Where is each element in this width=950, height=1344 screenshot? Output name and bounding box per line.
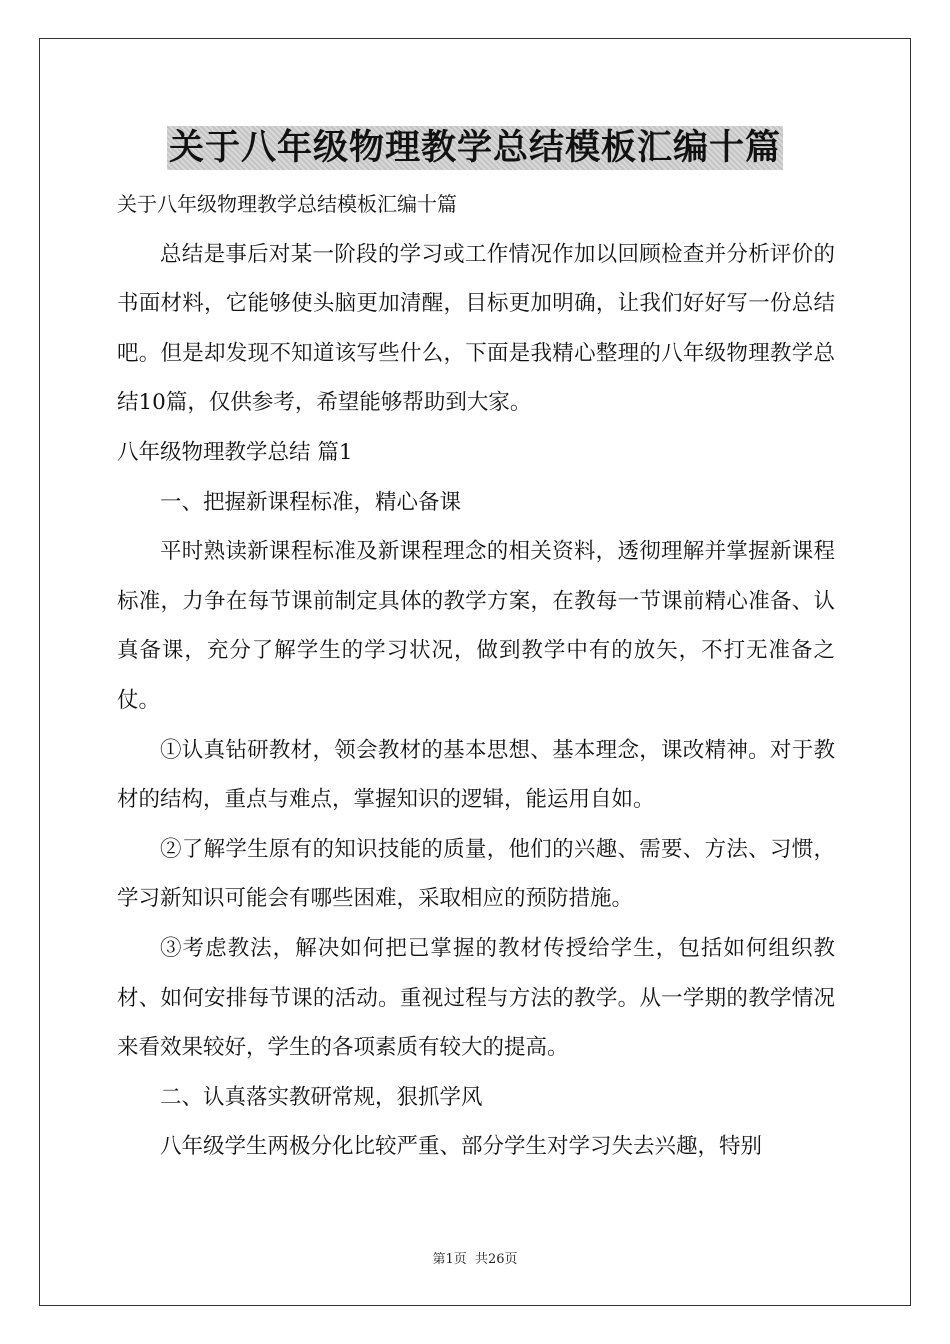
section-heading: 八年级物理教学总结 篇1 xyxy=(117,439,353,465)
body-paragraph: 平时熟读新课程标准及新课程理念的相关资料，透彻理解并掌握新课程标准，力争在每节课前制定具体的教学方案，在教每一节课前精心准备、认真备课，充分了解学生的学习状况，做到教学中有的放矢，不打无准备之仗。 xyxy=(117,539,835,713)
subsection-heading: 二、认真落实教研常规，狠抓学风 xyxy=(160,1084,483,1110)
list-item: ②了解学生原有的知识技能的质量，他们的兴趣、需要、方法、习惯，学习新知识可能会有哪些困难，采取相应的预防措施。 xyxy=(117,836,835,912)
page-number: 第1页 xyxy=(432,1252,467,1267)
intro-paragraph: 总结是事后对某一阶段的学习或工作情况作加以回顾检查并分析评价的书面材料，它能够使头脑更加清醒，目标更加明确，让我们好好写一份总结吧。但是却发现不知道该写些什么，下面是我精心整理的八年级物理教学总结10篇，仅供参考，希望能够帮助到大家。 xyxy=(117,241,835,416)
title-container xyxy=(0,126,950,170)
document-body xyxy=(117,180,835,1172)
page-footer xyxy=(0,1248,950,1267)
list-item: ③考虑教法，解决如何把已掌握的教材传授给学生，包括如何组织教材、如何安排每节课的活动。重视过程与方法的教学。从一学期的教学情况来看效果较好，学生的各项素质有较大的提高。 xyxy=(117,935,835,1061)
body-paragraph: 八年级学生两极分化比较严重、部分学生对学习失去兴趣，特别 xyxy=(160,1134,763,1160)
list-item: ①认真钻研教材，领会教材的基本思想、基本理念，课改精神。对于教材的结构，重点与难点，掌握知识的逻辑，能运用自如。 xyxy=(117,737,835,813)
subsection-heading: 一、把握新课程标准，精心备课 xyxy=(160,489,462,515)
document-subtitle: 关于八年级物理教学总结模板汇编十篇 xyxy=(117,192,457,216)
page-total: 共26页 xyxy=(474,1252,518,1267)
document-title: 关于八年级物理教学总结模板汇编十篇 xyxy=(168,127,781,168)
